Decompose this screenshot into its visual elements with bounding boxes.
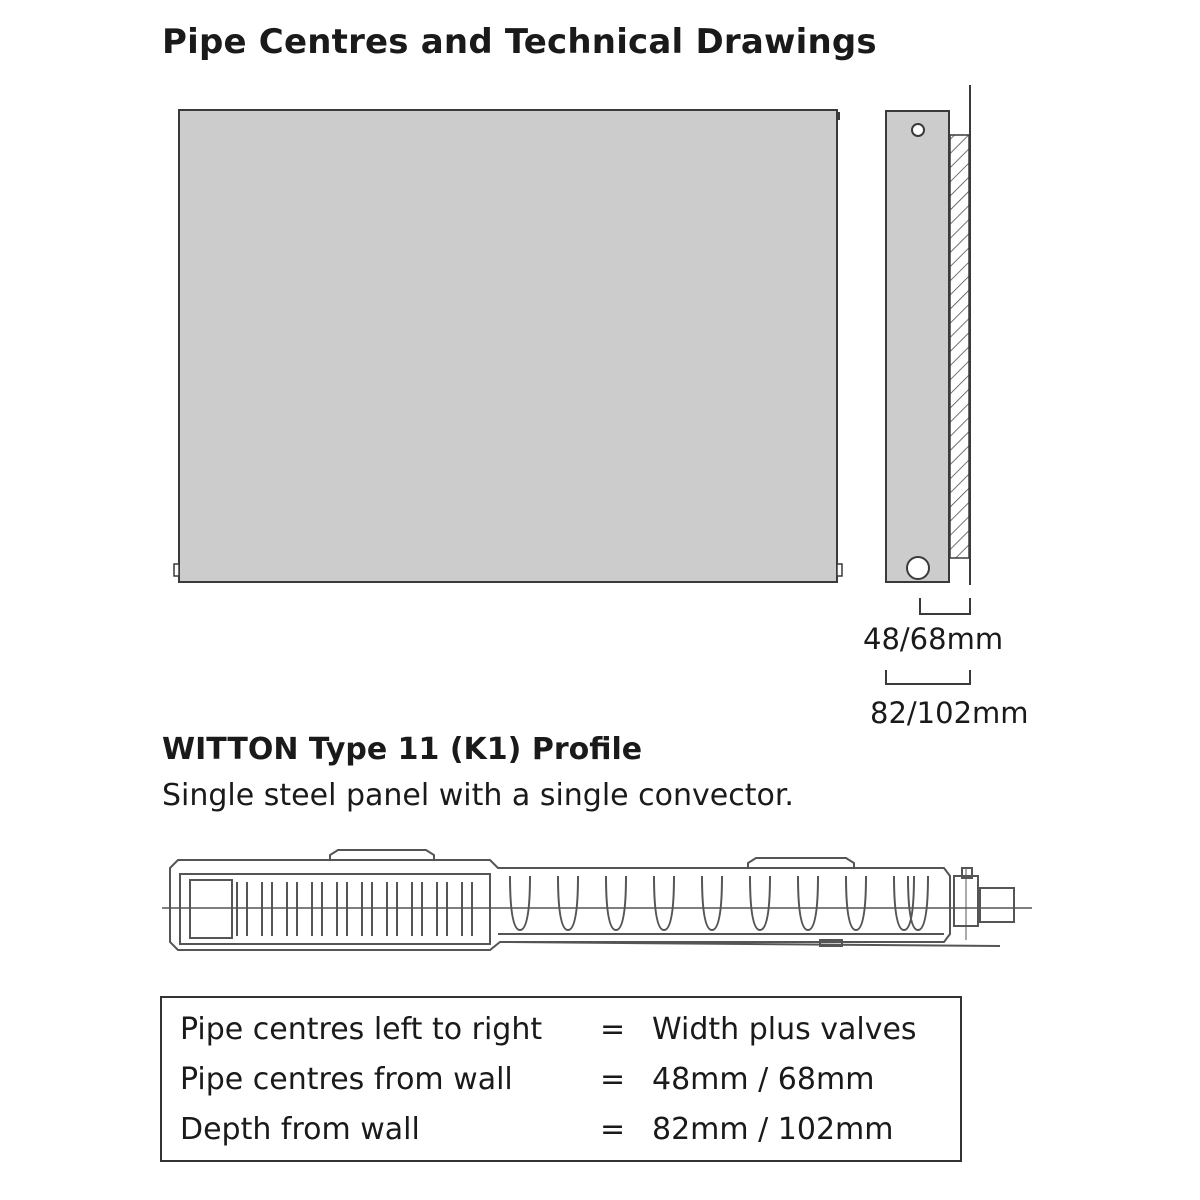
spec-value: Width plus valves <box>652 1012 917 1047</box>
radiator-profile-drawing <box>162 850 1032 950</box>
spec-equals: = <box>600 1062 626 1097</box>
depth-dimension-label: 82/102mm <box>870 696 1029 730</box>
spec-equals: = <box>600 1112 626 1147</box>
profile-title: WITTON Type 11 (K1) Profile <box>162 732 643 767</box>
spec-equals: = <box>600 1012 626 1047</box>
radiator-front-view <box>174 110 842 582</box>
page-title: Pipe Centres and Technical Drawings <box>162 22 877 62</box>
spec-label: Pipe centres from wall <box>180 1062 513 1097</box>
profile-description: Single steel panel with a single convector. <box>162 778 794 813</box>
pipe-centre-dimension-label: 48/68mm <box>863 622 1004 656</box>
spec-table <box>160 996 962 1162</box>
radiator-side-view <box>886 85 970 684</box>
spec-value: 82mm / 102mm <box>652 1112 894 1147</box>
spec-label: Pipe centres left to right <box>180 1012 543 1047</box>
spec-label: Depth from wall <box>180 1112 420 1147</box>
spec-value: 48mm / 68mm <box>652 1062 875 1097</box>
